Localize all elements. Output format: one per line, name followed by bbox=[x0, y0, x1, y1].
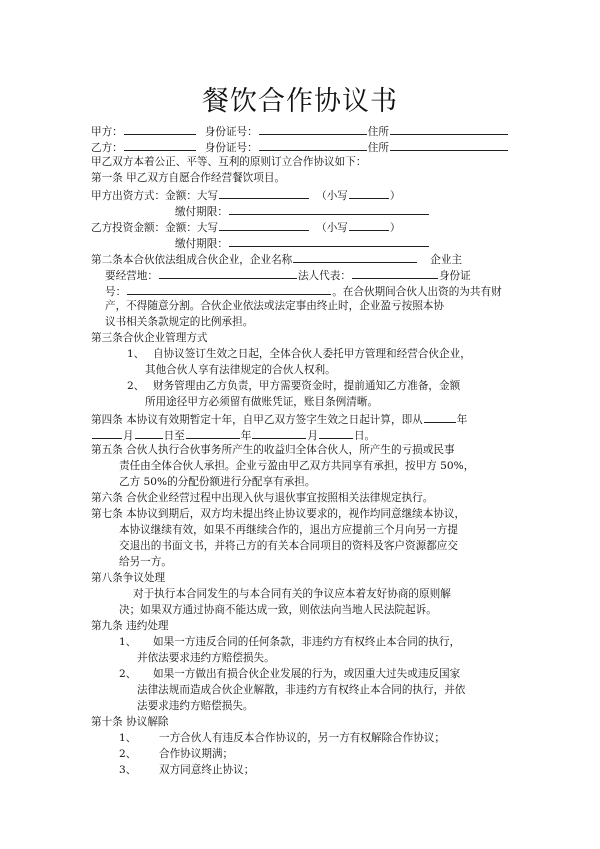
article-3-item-1-line-2: 其他合伙人享有法律规定的合伙人权利。 bbox=[145, 364, 336, 376]
party-a-id-blank bbox=[259, 123, 367, 135]
article-2-text-3a: 号： bbox=[105, 286, 127, 298]
article-4-text-2b: 日至 bbox=[163, 430, 185, 442]
article-8-line-2: 决；如果双方通过协商不能达成一致，则依法向当地人民法院起诉。 bbox=[119, 604, 437, 616]
start-day-blank bbox=[135, 427, 163, 439]
article-2-line-5: 议书相关条款规定的比例承担。 bbox=[105, 316, 254, 328]
article-9-item-1-line-1: 如果一方违反合同的任何条款，非违约方有权终止本合同的执行， bbox=[153, 636, 461, 648]
article-7-line-4: 给另一方。 bbox=[119, 556, 172, 568]
article-5-line-3: 乙方 50%的分配份额进行分配享有承担。 bbox=[119, 476, 316, 488]
article-7-line-2: 本协议继续有效，如果不再继续合作的，退出方应提前三个月向另一方提 bbox=[119, 524, 458, 536]
party-b-label: 乙方： bbox=[91, 142, 123, 154]
party-b-small-open: （小写 bbox=[316, 222, 348, 234]
party-b-name-blank bbox=[124, 139, 196, 151]
article-9-item-2-number: 2、 bbox=[119, 668, 137, 680]
party-b-id-blank bbox=[259, 139, 367, 151]
party-a-deadline-line bbox=[175, 203, 430, 219]
party-b-line bbox=[91, 139, 509, 155]
article-2-text-2b: 法人代表： bbox=[297, 270, 351, 282]
party-a-amount-label: 金额：大写 bbox=[165, 190, 219, 202]
party-b-deadline-blank bbox=[229, 235, 429, 247]
article-8-heading: 第八条争议处理 bbox=[91, 572, 166, 584]
party-a-deadline-label: 缴付期限： bbox=[175, 206, 228, 218]
end-day-blank bbox=[319, 427, 353, 439]
article-4-line-1 bbox=[91, 411, 467, 427]
party-b-small-blank bbox=[349, 219, 389, 231]
article-5-line-1: 第五条 合伙人执行合伙事务所产生的收益归全体合伙人，所产生的亏损或民事 bbox=[91, 444, 455, 456]
article-9-item-1-line-2: 并依法要求违约方赔偿损失。 bbox=[137, 652, 275, 664]
article-2-text-2c: 身份证 bbox=[438, 270, 471, 282]
article-4-text-2a: 月 bbox=[123, 430, 134, 442]
party-a-small-blank bbox=[349, 187, 389, 199]
article-3-item-2-line-1: 财务管理由乙方负责，甲方需要资金时，提前通知乙方准备，金额 bbox=[153, 380, 461, 392]
party-a-name-blank bbox=[124, 123, 196, 135]
article-10-item-2-number: 2、 bbox=[119, 748, 137, 760]
article-4-text-2e: 日。 bbox=[353, 430, 376, 442]
party-b-amount-label: 金额：大写 bbox=[165, 222, 219, 234]
article-2-line-2 bbox=[105, 267, 471, 283]
party-b-address-label: 住所 bbox=[367, 142, 389, 154]
article-10-item-2: 合作协议期满； bbox=[159, 748, 234, 760]
article-1: 第一条 甲乙双方自愿合作经营餐饮项目。 bbox=[91, 172, 286, 184]
article-5-line-2: 责任由全体合伙人承担。企业亏盈由甲乙双方共同享有承担，按甲方 50%， bbox=[119, 460, 475, 472]
party-a-address-label: 住所 bbox=[367, 126, 389, 138]
legal-rep-id-blank bbox=[127, 283, 331, 295]
party-a-line bbox=[91, 123, 509, 139]
preamble: 甲乙双方本着公正、平等、互利的原则订立合作协议如下： bbox=[91, 156, 367, 168]
article-9-item-2-line-1: 如果一方做出有损合伙企业发展的行为，或因重大过失或违反国家 bbox=[153, 668, 461, 680]
article-2-line-3 bbox=[105, 283, 502, 299]
article-10-item-3-number: 3、 bbox=[119, 764, 137, 776]
party-a-address-blank bbox=[390, 123, 508, 135]
article-3-heading: 第三条合伙企业管理方式 bbox=[91, 332, 208, 344]
party-a-small-close: ） bbox=[389, 190, 401, 202]
party-a-label: 甲方： bbox=[91, 126, 123, 138]
article-9-heading: 第九条 违约处理 bbox=[91, 620, 169, 632]
article-2-line-4: 产，不得随意分割。合伙企业依法或法定事由终止时，企业盈亏按照本协 bbox=[105, 300, 444, 312]
article-4-text-2c: 年 bbox=[240, 430, 252, 442]
article-10-heading: 第十条 协议解除 bbox=[91, 716, 169, 728]
party-b-investment-label: 乙方投资金额： bbox=[91, 222, 166, 234]
article-7-line-3: 交退出的书面文书，并将己方的有关本合同项目的资料及客户资源都应交 bbox=[119, 540, 458, 552]
article-3-item-2-number: 2、 bbox=[127, 380, 145, 392]
article-9-item-2-line-3: 法要求违约方赔偿损失。 bbox=[137, 700, 254, 712]
article-2-text-2a: 要经营地： bbox=[105, 270, 158, 282]
party-a-investment-line bbox=[91, 187, 401, 203]
article-3-item-1-line-1: 自协议签订生效之日起，全体合伙人委托甲方管理和经营合伙企业， bbox=[153, 348, 471, 360]
article-4-text-1b: 年 bbox=[456, 414, 468, 426]
legal-rep-blank bbox=[352, 267, 438, 279]
start-year-blank bbox=[424, 411, 456, 423]
document-title: 餐饮合作协议书 bbox=[202, 86, 398, 117]
article-6: 第六条 合伙企业经营过程中出现入伙与退伙事宜按照相关法律规定执行。 bbox=[91, 492, 434, 504]
article-9-item-2-line-2: 法律法规而造成合伙企业解散，非违约方有权终止本合同的执行，并依 bbox=[137, 684, 466, 696]
article-10-item-1-number: 1、 bbox=[119, 732, 137, 744]
party-b-deadline-label: 缴付期限： bbox=[175, 238, 228, 250]
article-3-item-1-number: 1、 bbox=[127, 348, 145, 360]
company-name-blank bbox=[293, 251, 417, 263]
article-3-item-2-line-2: 所用途径甲方必须留有做账凭证，账目条例清晰。 bbox=[145, 396, 379, 408]
party-b-id-label: 身份证号： bbox=[204, 142, 258, 154]
end-year-blank bbox=[186, 427, 240, 439]
article-10-item-1: 一方合伙人有违反本合作协议的，另一方有权解除合作协议； bbox=[159, 732, 446, 744]
article-2-line-1 bbox=[91, 251, 462, 267]
article-7-line-1: 第七条 本协议到期后，双方均未提出终止协议要求的，视作均同意继续本协议， bbox=[91, 508, 466, 520]
party-a-id-label: 身份证号： bbox=[204, 126, 258, 138]
party-b-address-blank bbox=[390, 139, 508, 151]
party-b-amount-blank bbox=[219, 219, 309, 231]
end-month-blank bbox=[252, 427, 306, 439]
party-b-deadline-line bbox=[175, 235, 430, 251]
article-2-text-1a: 第二条本合伙依法组成合伙企业，企业名称 bbox=[91, 254, 293, 266]
party-a-amount-blank bbox=[219, 187, 309, 199]
start-month-blank bbox=[92, 427, 122, 439]
article-4-line-2 bbox=[91, 427, 375, 443]
party-a-small-open: （小写 bbox=[316, 190, 348, 202]
article-4-text-2d: 月 bbox=[307, 430, 318, 442]
article-2-text-3b: 。在合伙期间合伙人出资的为共有财 bbox=[332, 286, 502, 298]
party-a-investment-label: 甲方出资方式： bbox=[91, 190, 166, 202]
article-9-item-1-number: 1、 bbox=[119, 636, 137, 648]
article-8-line-1: 对于执行本合同发生的与本合同有关的争议应本着友好协商的原则解 bbox=[133, 588, 451, 600]
business-address-blank bbox=[159, 267, 297, 279]
party-b-investment-line bbox=[91, 219, 401, 235]
party-a-deadline-blank bbox=[229, 203, 429, 215]
article-4-text-1a: 第四条 本协议有效期暂定十年，自甲乙双方签字生效之日起计算，即从 bbox=[91, 414, 423, 426]
article-2-text-1b: 企业主 bbox=[430, 254, 463, 266]
article-10-item-3: 双方同意终止协议； bbox=[159, 764, 255, 776]
party-b-small-close: ） bbox=[389, 222, 401, 234]
